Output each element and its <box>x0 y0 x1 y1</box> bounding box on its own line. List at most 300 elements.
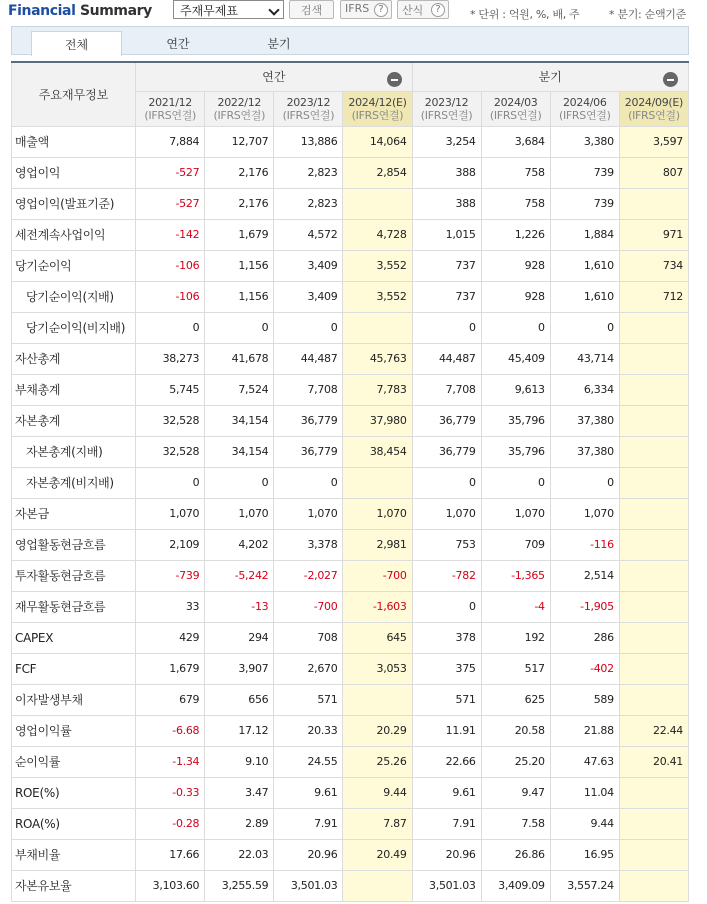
table-cell: 192 <box>481 622 550 653</box>
table-cell: 20.41 <box>619 746 688 777</box>
table-cell: 378 <box>412 622 481 653</box>
table-cell: 35,796 <box>481 436 550 467</box>
table-cell: 758 <box>481 188 550 219</box>
row-label: 자본금 <box>12 498 136 529</box>
row-label: 영업이익률 <box>12 715 136 746</box>
collapse-annual-icon[interactable] <box>387 72 402 87</box>
table-cell: -13 <box>205 591 274 622</box>
row-label: 순이익률 <box>12 746 136 777</box>
table-cell: 47.63 <box>550 746 619 777</box>
table-cell: 7,783 <box>343 374 412 405</box>
table-row <box>12 808 689 839</box>
table-row <box>12 746 689 777</box>
period-date: 2022/12 <box>217 95 262 109</box>
table-cell: 2,670 <box>274 653 343 684</box>
row-label: ROE(%) <box>12 777 136 808</box>
row-label: 영업이익(발표기준) <box>12 188 136 219</box>
table-cell: 807 <box>619 157 688 188</box>
annual-group-header <box>136 62 412 91</box>
table-row <box>12 312 689 343</box>
table-cell: 44,487 <box>412 343 481 374</box>
table-cell: 0 <box>550 312 619 343</box>
table-cell: 36,779 <box>274 436 343 467</box>
period-basis: (IFRS연결) <box>628 108 680 122</box>
table-row <box>12 405 689 436</box>
toolbar <box>0 0 707 26</box>
table-cell <box>619 684 688 715</box>
table-cell: -700 <box>343 560 412 591</box>
table-cell: 2,823 <box>274 157 343 188</box>
table-cell: 32,528 <box>136 405 205 436</box>
table-cell <box>619 498 688 529</box>
table-cell <box>619 653 688 684</box>
table-cell: 24.55 <box>274 746 343 777</box>
table-cell: 294 <box>205 622 274 653</box>
table-cell <box>619 560 688 591</box>
table-cell: 571 <box>274 684 343 715</box>
table-cell: 12,707 <box>205 126 274 157</box>
table-cell: 737 <box>412 281 481 312</box>
table-cell: 753 <box>412 529 481 560</box>
table-cell: 4,728 <box>343 219 412 250</box>
table-cell: 34,154 <box>205 405 274 436</box>
table-cell: 429 <box>136 622 205 653</box>
table-row <box>12 126 689 157</box>
row-label: 이자발생부채 <box>12 684 136 715</box>
table-cell: 36,779 <box>412 436 481 467</box>
period-basis: (IFRS연결) <box>213 108 266 122</box>
table-cell: 36,779 <box>412 405 481 436</box>
table-cell: 3,557.24 <box>550 870 619 901</box>
period-tabs <box>11 26 689 55</box>
table-cell: 375 <box>412 653 481 684</box>
table-row <box>12 684 689 715</box>
table-cell: 38,273 <box>136 343 205 374</box>
table-cell: -782 <box>412 560 481 591</box>
table-cell: 3,907 <box>205 653 274 684</box>
question-icon: ? <box>374 3 388 17</box>
table-cell: 22.03 <box>205 839 274 870</box>
tab-quarter[interactable]: 분기 <box>267 37 291 51</box>
table-cell: 33 <box>136 591 205 622</box>
table-cell: 7.91 <box>274 808 343 839</box>
table-cell: 2,823 <box>274 188 343 219</box>
table-cell: 37,380 <box>550 405 619 436</box>
table-row <box>12 777 689 808</box>
table-cell: -1.34 <box>136 746 205 777</box>
table-cell: 20.29 <box>343 715 412 746</box>
collapse-quarter-icon[interactable] <box>663 72 678 87</box>
row-label: 자산총계 <box>12 343 136 374</box>
table-cell: -1,905 <box>550 591 619 622</box>
table-cell: 3.47 <box>205 777 274 808</box>
table-cell: -142 <box>136 219 205 250</box>
period-basis: (IFRS연결) <box>420 108 473 122</box>
table-cell: 734 <box>619 250 688 281</box>
table-cell: 589 <box>550 684 619 715</box>
row-label: 세전계속사업이익 <box>12 219 136 250</box>
table-cell: 26.86 <box>481 839 550 870</box>
table-cell: 9.61 <box>274 777 343 808</box>
period-basis: (IFRS연결) <box>144 108 197 122</box>
row-label: ROA(%) <box>12 808 136 839</box>
table-cell: 3,380 <box>550 126 619 157</box>
table-row <box>12 343 689 374</box>
table-row <box>12 870 689 901</box>
table-cell: 2,176 <box>205 157 274 188</box>
table-cell: 7,524 <box>205 374 274 405</box>
period-basis: (IFRS연결) <box>282 108 335 122</box>
table-cell: 7,708 <box>412 374 481 405</box>
table-cell <box>619 808 688 839</box>
table-cell: 7,708 <box>274 374 343 405</box>
table-cell: 0 <box>550 467 619 498</box>
financial-summary-table <box>11 61 689 902</box>
table-cell: 1,070 <box>550 498 619 529</box>
table-cell: 0 <box>274 467 343 498</box>
table-cell: 9.47 <box>481 777 550 808</box>
table-row <box>12 560 689 591</box>
table-cell: 0 <box>274 312 343 343</box>
table-row <box>12 622 689 653</box>
period-date: 2021/12 <box>148 95 193 109</box>
table-cell: 0 <box>136 312 205 343</box>
table-cell <box>343 188 412 219</box>
period-date: 2023/12 <box>286 95 331 109</box>
row-label: FCF <box>12 653 136 684</box>
table-cell: 34,154 <box>205 436 274 467</box>
row-label: 자본총계(비지배) <box>12 467 136 498</box>
row-label: 부채총계 <box>12 374 136 405</box>
table-cell: -2,027 <box>274 560 343 591</box>
table-cell: 708 <box>274 622 343 653</box>
table-cell: 1,884 <box>550 219 619 250</box>
table-cell: 44,487 <box>274 343 343 374</box>
table-cell <box>619 467 688 498</box>
table-cell <box>343 467 412 498</box>
period-date: 2023/12 <box>424 95 469 109</box>
title-summary: Summary <box>79 3 152 19</box>
table-cell: 9.61 <box>412 777 481 808</box>
table-cell: 7.91 <box>412 808 481 839</box>
table-row <box>12 157 689 188</box>
table-cell: 1,070 <box>343 498 412 529</box>
table-cell: 32,528 <box>136 436 205 467</box>
period-basis: (IFRS연결) <box>558 108 611 122</box>
table-cell: 17.66 <box>136 839 205 870</box>
table-cell: 7,884 <box>136 126 205 157</box>
table-cell: 4,572 <box>274 219 343 250</box>
table-cell: -527 <box>136 188 205 219</box>
table-cell: 971 <box>619 219 688 250</box>
table-cell: 20.49 <box>343 839 412 870</box>
table-cell: 38,454 <box>343 436 412 467</box>
table-cell: 0 <box>481 312 550 343</box>
row-label: 당기순이익 <box>12 250 136 281</box>
table-cell: 3,684 <box>481 126 550 157</box>
table-cell: 0 <box>205 312 274 343</box>
table-cell: -402 <box>550 653 619 684</box>
tab-all[interactable]: 전체 <box>31 31 122 56</box>
table-cell <box>343 870 412 901</box>
row-label: 당기순이익(비지배) <box>12 312 136 343</box>
table-row <box>12 281 689 312</box>
quarter-group-header <box>412 62 688 91</box>
table-cell: 2,176 <box>205 188 274 219</box>
table-cell: 41,678 <box>205 343 274 374</box>
table-cell: 3,378 <box>274 529 343 560</box>
table-cell: 286 <box>550 622 619 653</box>
search-button[interactable]: 검색 <box>289 0 334 19</box>
row-label: 영업이익 <box>12 157 136 188</box>
table-cell <box>619 622 688 653</box>
table-cell: 36,779 <box>274 405 343 436</box>
table-cell: 2,109 <box>136 529 205 560</box>
table-row <box>12 436 689 467</box>
table-cell: 20.96 <box>412 839 481 870</box>
table-cell: 5,745 <box>136 374 205 405</box>
table-cell: 1,070 <box>274 498 343 529</box>
table-cell: 14,064 <box>343 126 412 157</box>
table-cell: 7.87 <box>343 808 412 839</box>
quarter-basis-note: * 분기: 순액기준 <box>609 8 686 21</box>
annual-group-label: 연간 <box>262 70 286 85</box>
table-cell: 3,501.03 <box>274 870 343 901</box>
table-cell: 1,156 <box>205 250 274 281</box>
row-label: 부채비율 <box>12 839 136 870</box>
table-row <box>12 219 689 250</box>
row-label: 자본총계 <box>12 405 136 436</box>
table-cell: 21.88 <box>550 715 619 746</box>
table-cell: 16.95 <box>550 839 619 870</box>
table-cell <box>343 312 412 343</box>
table-cell <box>343 684 412 715</box>
table-row <box>12 653 689 684</box>
table-cell: 1,070 <box>412 498 481 529</box>
table-cell: -106 <box>136 281 205 312</box>
table-cell: 4,202 <box>205 529 274 560</box>
title-financial: Financial <box>8 3 76 19</box>
table-cell: 37,980 <box>343 405 412 436</box>
table-cell <box>619 188 688 219</box>
ifrs-label: IFRS <box>345 2 370 15</box>
table-cell: -527 <box>136 157 205 188</box>
table-cell: 3,552 <box>343 281 412 312</box>
period-header <box>343 91 412 126</box>
table-row <box>12 529 689 560</box>
table-cell: 9.10 <box>205 746 274 777</box>
table-cell: 0 <box>481 467 550 498</box>
period-date: 2024/06 <box>562 95 607 109</box>
table-cell: 517 <box>481 653 550 684</box>
row-label: 영업활동현금흐름 <box>12 529 136 560</box>
table-cell: 3,501.03 <box>412 870 481 901</box>
table-cell: 2,854 <box>343 157 412 188</box>
table-cell: 9.44 <box>550 808 619 839</box>
formula-label: 산식 <box>402 4 424 17</box>
table-cell <box>619 343 688 374</box>
table-cell: 712 <box>619 281 688 312</box>
table-cell: 13,886 <box>274 126 343 157</box>
table-cell: 388 <box>412 188 481 219</box>
table-cell: 0 <box>412 467 481 498</box>
table-cell: -0.28 <box>136 808 205 839</box>
table-row <box>12 250 689 281</box>
period-basis: (IFRS연결) <box>489 108 542 122</box>
period-header <box>136 91 205 126</box>
table-cell: 1,156 <box>205 281 274 312</box>
table-cell: 758 <box>481 157 550 188</box>
table-cell: 20.33 <box>274 715 343 746</box>
table-cell: 645 <box>343 622 412 653</box>
table-row <box>12 188 689 219</box>
table-cell: 22.44 <box>619 715 688 746</box>
table-cell <box>619 374 688 405</box>
table-cell <box>619 839 688 870</box>
table-cell: 43,714 <box>550 343 619 374</box>
table-cell <box>619 529 688 560</box>
row-label: 자본유보율 <box>12 870 136 901</box>
period-date: 2024/09(E) <box>624 95 684 109</box>
table-cell: 1,070 <box>136 498 205 529</box>
table-cell: 1,679 <box>205 219 274 250</box>
table-cell: 928 <box>481 250 550 281</box>
statement-type-value: 주재무제표 <box>180 4 238 18</box>
table-cell: 1,610 <box>550 281 619 312</box>
table-cell: 388 <box>412 157 481 188</box>
row-label: 매출액 <box>12 126 136 157</box>
statement-type-select[interactable] <box>173 0 284 19</box>
formula-help-button[interactable] <box>397 0 449 19</box>
table-cell: 45,409 <box>481 343 550 374</box>
table-cell: -106 <box>136 250 205 281</box>
table-cell: 0 <box>136 467 205 498</box>
table-cell: 17.12 <box>205 715 274 746</box>
table-cell <box>619 312 688 343</box>
period-header <box>619 91 688 126</box>
table-cell: 0 <box>412 312 481 343</box>
table-row <box>12 498 689 529</box>
period-header <box>274 91 343 126</box>
table-cell: 25.26 <box>343 746 412 777</box>
table-cell: 37,380 <box>550 436 619 467</box>
table-cell: 1,015 <box>412 219 481 250</box>
table-cell: -739 <box>136 560 205 591</box>
table-cell: 3,409 <box>274 250 343 281</box>
table-cell: 1,610 <box>550 250 619 281</box>
chevron-down-icon <box>268 4 279 15</box>
row-label: 당기순이익(지배) <box>12 281 136 312</box>
table-cell: 22.66 <box>412 746 481 777</box>
table-body <box>12 126 689 901</box>
period-header <box>481 91 550 126</box>
table-cell: -1,603 <box>343 591 412 622</box>
table-cell <box>619 591 688 622</box>
row-label: CAPEX <box>12 622 136 653</box>
table-cell: 1,226 <box>481 219 550 250</box>
table-cell: 9,613 <box>481 374 550 405</box>
period-date: 2024/12(E) <box>348 95 407 109</box>
table-cell: 9.44 <box>343 777 412 808</box>
table-cell: 3,552 <box>343 250 412 281</box>
table-cell: 0 <box>412 591 481 622</box>
table-cell: 2,514 <box>550 560 619 591</box>
period-header <box>412 91 481 126</box>
table-row <box>12 374 689 405</box>
quarter-group-label: 분기 <box>538 70 562 85</box>
period-basis: (IFRS연결) <box>351 108 404 122</box>
table-row <box>12 467 689 498</box>
table-cell: 1,070 <box>205 498 274 529</box>
table-row <box>12 839 689 870</box>
table-cell: 1,679 <box>136 653 205 684</box>
table-cell: -5,242 <box>205 560 274 591</box>
page-title <box>8 3 152 19</box>
table-cell <box>619 405 688 436</box>
table-cell <box>619 870 688 901</box>
table-cell: 3,255.59 <box>205 870 274 901</box>
table-cell <box>619 777 688 808</box>
ifrs-help-button[interactable] <box>340 0 392 19</box>
unit-note: * 단위 : 억원, %, 배, 주 <box>470 8 580 21</box>
row-label: 투자활동현금흐름 <box>12 560 136 591</box>
tab-annual[interactable]: 연간 <box>166 37 190 51</box>
period-header <box>550 91 619 126</box>
table-cell: 3,103.60 <box>136 870 205 901</box>
table-cell: 679 <box>136 684 205 715</box>
table-cell: 739 <box>550 157 619 188</box>
corner-header: 주요재무정보 <box>12 62 136 126</box>
table-cell: 737 <box>412 250 481 281</box>
table-cell: 739 <box>550 188 619 219</box>
table-cell: 656 <box>205 684 274 715</box>
table-cell: 625 <box>481 684 550 715</box>
table-cell: -6.68 <box>136 715 205 746</box>
question-icon: ? <box>431 3 445 17</box>
table-cell: 7.58 <box>481 808 550 839</box>
period-header <box>205 91 274 126</box>
row-label: 자본총계(지배) <box>12 436 136 467</box>
period-date: 2024/03 <box>493 95 538 109</box>
table-row <box>12 715 689 746</box>
table-cell: 3,409 <box>274 281 343 312</box>
table-cell: 709 <box>481 529 550 560</box>
table-cell: 2.89 <box>205 808 274 839</box>
table-cell: 6,334 <box>550 374 619 405</box>
table-cell: 35,796 <box>481 405 550 436</box>
table-cell: 45,763 <box>343 343 412 374</box>
table-row <box>12 591 689 622</box>
table-cell: 3,409.09 <box>481 870 550 901</box>
table-cell: 571 <box>412 684 481 715</box>
table-cell: -1,365 <box>481 560 550 591</box>
table-cell: 2,981 <box>343 529 412 560</box>
table-cell: 20.58 <box>481 715 550 746</box>
table-cell: -4 <box>481 591 550 622</box>
table-cell: 928 <box>481 281 550 312</box>
table-cell: 3,053 <box>343 653 412 684</box>
table-cell: 1,070 <box>481 498 550 529</box>
table-cell: 11.04 <box>550 777 619 808</box>
row-label: 재무활동현금흐름 <box>12 591 136 622</box>
table-cell: 11.91 <box>412 715 481 746</box>
table-cell: -116 <box>550 529 619 560</box>
table-cell: -700 <box>274 591 343 622</box>
table-cell: 20.96 <box>274 839 343 870</box>
table-cell <box>619 436 688 467</box>
table-cell: 25.20 <box>481 746 550 777</box>
table-cell: 3,597 <box>619 126 688 157</box>
